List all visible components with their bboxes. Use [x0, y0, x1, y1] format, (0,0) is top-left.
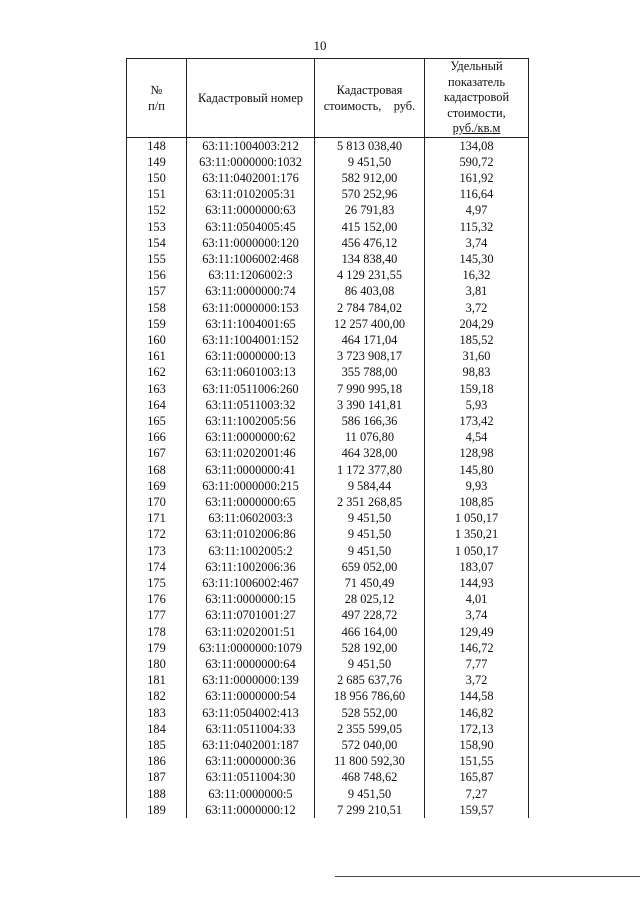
- row-number-cell: 152: [127, 202, 187, 218]
- specific-value-cell: 145,30: [425, 251, 529, 267]
- table-row: [127, 332, 529, 348]
- cadastral-number-cell: 63:11:0000000:41: [187, 462, 315, 478]
- cadastral-number-cell: 63:11:0000000:36: [187, 753, 315, 769]
- row-number-cell: 186: [127, 753, 187, 769]
- cadastral-cost-cell: 11 800 592,30: [315, 753, 425, 769]
- table-row: [127, 348, 529, 364]
- specific-value-cell: 4,97: [425, 202, 529, 218]
- cadastral-cost-cell: 466 164,00: [315, 624, 425, 640]
- row-number-cell: 149: [127, 154, 187, 170]
- cadastral-number-cell: 63:11:0000000:12: [187, 802, 315, 818]
- table-row: [127, 202, 529, 218]
- header-specific-value-line3: стоимости,: [447, 105, 506, 120]
- specific-value-cell: 3,72: [425, 300, 529, 316]
- table-row: [127, 786, 529, 802]
- header-row-number-line1: №: [150, 82, 163, 97]
- cadastral-cost-cell: 4 129 231,55: [315, 267, 425, 283]
- cadastral-number-cell: 63:11:0701001:27: [187, 607, 315, 623]
- header-cadastral-cost-line1: Кадастровая: [336, 82, 403, 97]
- table-row: [127, 283, 529, 299]
- row-number-cell: 166: [127, 429, 187, 445]
- cadastral-cost-cell: 9 451,50: [315, 526, 425, 542]
- row-number-cell: 171: [127, 510, 187, 526]
- specific-value-cell: 7,27: [425, 786, 529, 802]
- footer-divider: [335, 876, 640, 877]
- row-number-cell: 174: [127, 559, 187, 575]
- table-row: [127, 624, 529, 640]
- specific-value-cell: 1 350,21: [425, 526, 529, 542]
- row-number-cell: 189: [127, 802, 187, 818]
- cadastral-cost-cell: 582 912,00: [315, 170, 425, 186]
- cadastral-cost-cell: 9 451,50: [315, 510, 425, 526]
- specific-value-cell: 7,77: [425, 656, 529, 672]
- specific-value-cell: 3,72: [425, 672, 529, 688]
- header-row: [127, 59, 529, 138]
- header-row-number-line2: п/п: [148, 98, 165, 113]
- table-row: [127, 462, 529, 478]
- cadastral-number-cell: 63:11:1004001:152: [187, 332, 315, 348]
- row-number-cell: 180: [127, 656, 187, 672]
- specific-value-cell: 129,49: [425, 624, 529, 640]
- cadastral-cost-cell: 3 390 141,81: [315, 397, 425, 413]
- cadastral-cost-cell: 2 784 784,02: [315, 300, 425, 316]
- cadastral-cost-cell: 12 257 400,00: [315, 316, 425, 332]
- cadastral-number-cell: 63:11:1004003:212: [187, 137, 315, 154]
- row-number-cell: 151: [127, 186, 187, 202]
- cadastral-cost-cell: 2 351 268,85: [315, 494, 425, 510]
- table-row: [127, 364, 529, 380]
- table-row: [127, 186, 529, 202]
- header-specific-value-line4: руб./кв.м: [452, 121, 501, 135]
- table-row: [127, 559, 529, 575]
- specific-value-cell: 159,57: [425, 802, 529, 818]
- cadastral-cost-cell: 26 791,83: [315, 202, 425, 218]
- table-row: [127, 219, 529, 235]
- specific-value-cell: 115,32: [425, 219, 529, 235]
- row-number-cell: 185: [127, 737, 187, 753]
- cadastral-number-cell: 63:11:0511004:33: [187, 721, 315, 737]
- cadastral-number-cell: 63:11:0402001:176: [187, 170, 315, 186]
- cadastral-cost-cell: 659 052,00: [315, 559, 425, 575]
- cadastral-number-cell: 63:11:0102006:86: [187, 526, 315, 542]
- cadastral-number-cell: 63:11:1006002:467: [187, 575, 315, 591]
- row-number-cell: 153: [127, 219, 187, 235]
- table-row: [127, 753, 529, 769]
- cadastral-cost-cell: 572 040,00: [315, 737, 425, 753]
- cadastral-number-cell: 63:11:0000000:65: [187, 494, 315, 510]
- row-number-cell: 184: [127, 721, 187, 737]
- cadastral-cost-cell: 5 813 038,40: [315, 137, 425, 154]
- header-cadastral-cost: [315, 59, 425, 138]
- table-row: [127, 607, 529, 623]
- cadastral-cost-cell: 570 252,96: [315, 186, 425, 202]
- row-number-cell: 169: [127, 478, 187, 494]
- cadastral-cost-cell: 3 723 908,17: [315, 348, 425, 364]
- row-number-cell: 167: [127, 445, 187, 461]
- specific-value-cell: 98,83: [425, 364, 529, 380]
- cadastral-cost-cell: 9 451,50: [315, 786, 425, 802]
- cadastral-number-cell: 63:11:0000000:139: [187, 672, 315, 688]
- table-row: [127, 510, 529, 526]
- specific-value-cell: 158,90: [425, 737, 529, 753]
- header-cadastral-number: [187, 59, 315, 138]
- table-row: [127, 170, 529, 186]
- table-row: [127, 445, 529, 461]
- cadastral-value-table: [126, 58, 529, 818]
- row-number-cell: 159: [127, 316, 187, 332]
- specific-value-cell: 9,93: [425, 478, 529, 494]
- table-row: [127, 137, 529, 154]
- cadastral-number-cell: 63:11:0202001:51: [187, 624, 315, 640]
- specific-value-cell: 128,98: [425, 445, 529, 461]
- specific-value-cell: 183,07: [425, 559, 529, 575]
- specific-value-cell: 146,72: [425, 640, 529, 656]
- cadastral-number-cell: 63:11:1206002:3: [187, 267, 315, 283]
- row-number-cell: 157: [127, 283, 187, 299]
- table-row: [127, 429, 529, 445]
- cadastral-number-cell: 63:11:0504002:413: [187, 705, 315, 721]
- specific-value-cell: 151,55: [425, 753, 529, 769]
- cadastral-cost-cell: 528 552,00: [315, 705, 425, 721]
- cadastral-cost-cell: 11 076,80: [315, 429, 425, 445]
- specific-value-cell: 4,54: [425, 429, 529, 445]
- table-row: [127, 656, 529, 672]
- cadastral-cost-cell: 7 299 210,51: [315, 802, 425, 818]
- table-header: [127, 59, 529, 138]
- cadastral-cost-cell: 7 990 995,18: [315, 381, 425, 397]
- cadastral-number-cell: 63:11:0511004:30: [187, 769, 315, 785]
- specific-value-cell: 5,93: [425, 397, 529, 413]
- specific-value-cell: 3,81: [425, 283, 529, 299]
- specific-value-cell: 1 050,17: [425, 510, 529, 526]
- row-number-cell: 170: [127, 494, 187, 510]
- table-row: [127, 737, 529, 753]
- row-number-cell: 168: [127, 462, 187, 478]
- row-number-cell: 176: [127, 591, 187, 607]
- cadastral-number-cell: 63:11:0000000:5: [187, 786, 315, 802]
- row-number-cell: 183: [127, 705, 187, 721]
- row-number-cell: 154: [127, 235, 187, 251]
- cadastral-number-cell: 63:11:0000000:120: [187, 235, 315, 251]
- specific-value-cell: 590,72: [425, 154, 529, 170]
- row-number-cell: 182: [127, 688, 187, 704]
- cadastral-number-cell: 63:11:0000000:74: [187, 283, 315, 299]
- row-number-cell: 172: [127, 526, 187, 542]
- specific-value-cell: 159,18: [425, 381, 529, 397]
- cadastral-cost-cell: 134 838,40: [315, 251, 425, 267]
- table-row: [127, 235, 529, 251]
- table-row: [127, 721, 529, 737]
- row-number-cell: 150: [127, 170, 187, 186]
- cadastral-number-cell: 63:11:1006002:468: [187, 251, 315, 267]
- cadastral-cost-cell: 468 748,62: [315, 769, 425, 785]
- specific-value-cell: 31,60: [425, 348, 529, 364]
- cadastral-cost-cell: 456 476,12: [315, 235, 425, 251]
- cadastral-number-cell: 63:11:1002005:56: [187, 413, 315, 429]
- specific-value-cell: 3,74: [425, 607, 529, 623]
- cadastral-number-cell: 63:11:0511006:260: [187, 381, 315, 397]
- specific-value-cell: 172,13: [425, 721, 529, 737]
- specific-value-cell: 116,64: [425, 186, 529, 202]
- table-row: [127, 251, 529, 267]
- cadastral-number-cell: 63:11:0000000:13: [187, 348, 315, 364]
- cadastral-cost-cell: 1 172 377,80: [315, 462, 425, 478]
- table-row: [127, 316, 529, 332]
- table-row: [127, 640, 529, 656]
- table-row: [127, 672, 529, 688]
- header-specific-value-line1: Удельный показатель: [448, 59, 505, 89]
- specific-value-cell: 144,93: [425, 575, 529, 591]
- row-number-cell: 160: [127, 332, 187, 348]
- cadastral-number-cell: 63:11:0602003:3: [187, 510, 315, 526]
- row-number-cell: 148: [127, 137, 187, 154]
- cadastral-number-cell: 63:11:0000000:64: [187, 656, 315, 672]
- cadastral-number-cell: 63:11:0000000:1079: [187, 640, 315, 656]
- table-row: [127, 705, 529, 721]
- cadastral-number-cell: 63:11:0402001:187: [187, 737, 315, 753]
- row-number-cell: 187: [127, 769, 187, 785]
- specific-value-cell: 144,58: [425, 688, 529, 704]
- row-number-cell: 188: [127, 786, 187, 802]
- specific-value-cell: 4,01: [425, 591, 529, 607]
- cadastral-number-cell: 63:11:1002005:2: [187, 543, 315, 559]
- table-row: [127, 397, 529, 413]
- cadastral-number-cell: 63:11:0000000:1032: [187, 154, 315, 170]
- specific-value-cell: 16,32: [425, 267, 529, 283]
- cadastral-number-cell: 63:11:0000000:54: [187, 688, 315, 704]
- row-number-cell: 161: [127, 348, 187, 364]
- cadastral-number-cell: 63:11:0000000:215: [187, 478, 315, 494]
- cadastral-number-cell: 63:11:0202001:46: [187, 445, 315, 461]
- cadastral-cost-cell: 9 451,50: [315, 154, 425, 170]
- row-number-cell: 158: [127, 300, 187, 316]
- cadastral-cost-cell: 528 192,00: [315, 640, 425, 656]
- cadastral-number-cell: 63:11:0511003:32: [187, 397, 315, 413]
- row-number-cell: 181: [127, 672, 187, 688]
- specific-value-cell: 3,74: [425, 235, 529, 251]
- cadastral-number-cell: 63:11:0000000:62: [187, 429, 315, 445]
- row-number-cell: 156: [127, 267, 187, 283]
- cadastral-cost-cell: 71 450,49: [315, 575, 425, 591]
- table-row: [127, 688, 529, 704]
- cadastral-cost-cell: 18 956 786,60: [315, 688, 425, 704]
- header-specific-value: [425, 59, 529, 138]
- cadastral-number-cell: 63:11:1002006:36: [187, 559, 315, 575]
- cadastral-number-cell: 63:11:0102005:31: [187, 186, 315, 202]
- table-row: [127, 300, 529, 316]
- specific-value-cell: 1 050,17: [425, 543, 529, 559]
- table-row: [127, 575, 529, 591]
- row-number-cell: 164: [127, 397, 187, 413]
- header-specific-value-line2: кадастровой: [443, 90, 510, 104]
- header-cadastral-cost-line2: стоимость, руб.: [323, 98, 416, 113]
- table-body: [127, 137, 529, 818]
- row-number-cell: 179: [127, 640, 187, 656]
- specific-value-cell: 165,87: [425, 769, 529, 785]
- cadastral-number-cell: 63:11:0000000:15: [187, 591, 315, 607]
- cadastral-cost-cell: 9 451,50: [315, 543, 425, 559]
- specific-value-cell: 146,82: [425, 705, 529, 721]
- row-number-cell: 175: [127, 575, 187, 591]
- table-row: [127, 381, 529, 397]
- table-row: [127, 267, 529, 283]
- cadastral-cost-cell: 497 228,72: [315, 607, 425, 623]
- cadastral-cost-cell: 464 328,00: [315, 445, 425, 461]
- header-cadastral-number-label: Кадастровый номер: [198, 90, 303, 105]
- cadastral-number-cell: 63:11:1004001:65: [187, 316, 315, 332]
- row-number-cell: 173: [127, 543, 187, 559]
- cadastral-cost-cell: 2 685 637,76: [315, 672, 425, 688]
- row-number-cell: 162: [127, 364, 187, 380]
- specific-value-cell: 173,42: [425, 413, 529, 429]
- specific-value-cell: 108,85: [425, 494, 529, 510]
- table-row: [127, 478, 529, 494]
- cadastral-number-cell: 63:11:0504005:45: [187, 219, 315, 235]
- table-row: [127, 526, 529, 542]
- cadastral-number-cell: 63:11:0601003:13: [187, 364, 315, 380]
- table-row: [127, 769, 529, 785]
- cadastral-cost-cell: 28 025,12: [315, 591, 425, 607]
- table-row: [127, 543, 529, 559]
- page-number: 10: [313, 38, 327, 53]
- specific-value-cell: 204,29: [425, 316, 529, 332]
- table-row: [127, 154, 529, 170]
- cadastral-cost-cell: 9 451,50: [315, 656, 425, 672]
- cadastral-cost-cell: 586 166,36: [315, 413, 425, 429]
- specific-value-cell: 185,52: [425, 332, 529, 348]
- cadastral-cost-cell: 9 584,44: [315, 478, 425, 494]
- row-number-cell: 165: [127, 413, 187, 429]
- specific-value-cell: 161,92: [425, 170, 529, 186]
- table-row: [127, 591, 529, 607]
- row-number-cell: 178: [127, 624, 187, 640]
- cadastral-cost-cell: 415 152,00: [315, 219, 425, 235]
- table-row: [127, 413, 529, 429]
- cadastral-cost-cell: 86 403,08: [315, 283, 425, 299]
- specific-value-cell: 145,80: [425, 462, 529, 478]
- cadastral-cost-cell: 2 355 599,05: [315, 721, 425, 737]
- header-row-number: [127, 59, 187, 138]
- row-number-cell: 177: [127, 607, 187, 623]
- cadastral-cost-cell: 355 788,00: [315, 364, 425, 380]
- cadastral-number-cell: 63:11:0000000:63: [187, 202, 315, 218]
- cadastral-cost-cell: 464 171,04: [315, 332, 425, 348]
- row-number-cell: 163: [127, 381, 187, 397]
- cadastral-number-cell: 63:11:0000000:153: [187, 300, 315, 316]
- table-row: [127, 802, 529, 818]
- specific-value-cell: 134,08: [425, 137, 529, 154]
- row-number-cell: 155: [127, 251, 187, 267]
- table-row: [127, 494, 529, 510]
